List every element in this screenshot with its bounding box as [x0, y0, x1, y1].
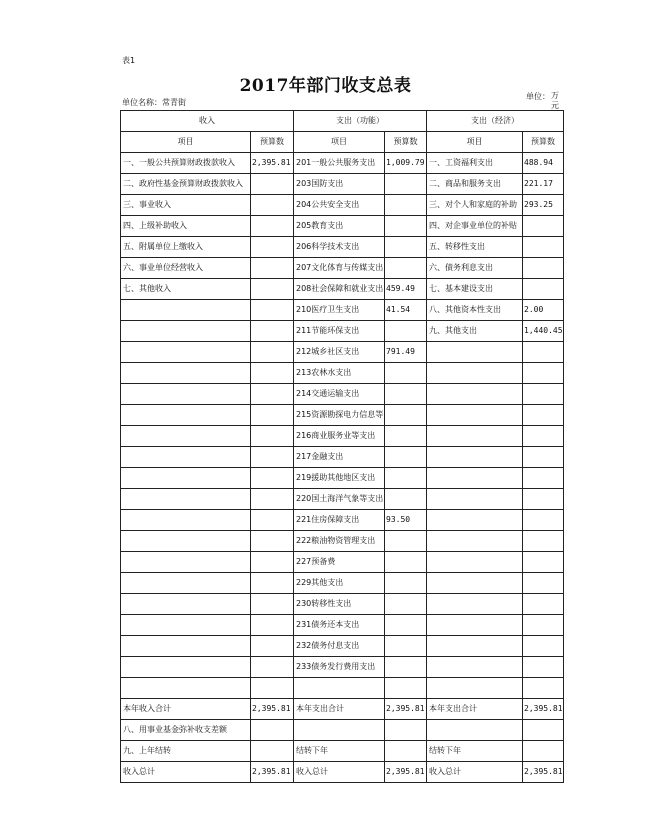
table-row — [121, 489, 564, 510]
table-body — [121, 153, 564, 783]
cell-func-budget — [385, 573, 427, 594]
cell-income-budget — [251, 678, 294, 699]
table-row — [121, 300, 564, 321]
cell-econ-item — [427, 342, 523, 363]
cell-econ-budget — [523, 258, 564, 279]
cell-income-item — [121, 468, 251, 489]
cell-income-budget — [251, 447, 294, 468]
table-row — [121, 615, 564, 636]
cell-econ-item: 一、工资福利支出 — [427, 153, 523, 174]
cell-econ-item — [427, 720, 523, 741]
table-row — [121, 762, 564, 783]
cell-econ-budget: 2,395.81 — [523, 699, 564, 720]
cell-func-item: 229其他支出 — [294, 573, 385, 594]
header-econ-budget: 预算数 — [523, 132, 564, 153]
cell-income-item — [121, 342, 251, 363]
cell-func-item: 222粮油物资管理支出 — [294, 531, 385, 552]
cell-func-item: 204公共安全支出 — [294, 195, 385, 216]
table-row — [121, 153, 564, 174]
cell-func-item: 201一般公共服务支出 — [294, 153, 385, 174]
cell-income-budget — [251, 741, 294, 762]
cell-econ-budget — [523, 279, 564, 300]
cell-func-item: 216商业服务业等支出 — [294, 426, 385, 447]
unit-name: 单位名称：常青街 — [122, 98, 186, 107]
table-row — [121, 720, 564, 741]
cell-func-budget: 791.49 — [385, 342, 427, 363]
cell-econ-item: 五、转移性支出 — [427, 237, 523, 258]
cell-func-item — [294, 678, 385, 699]
cell-func-budget: 459.49 — [385, 279, 427, 300]
table-row — [121, 552, 564, 573]
cell-econ-item — [427, 447, 523, 468]
cell-econ-item: 结转下年 — [427, 741, 523, 762]
cell-econ-item: 七、基本建设支出 — [427, 279, 523, 300]
cell-income-item: 一、一般公共预算财政拨款收入 — [121, 153, 251, 174]
cell-income-budget — [251, 720, 294, 741]
cell-func-item: 221住房保障支出 — [294, 510, 385, 531]
cell-func-budget — [385, 489, 427, 510]
cell-income-budget — [251, 636, 294, 657]
cell-func-item: 230转移性支出 — [294, 594, 385, 615]
header-func-expense-group: 支出（功能） — [294, 111, 427, 132]
table-row — [121, 594, 564, 615]
budget-summary-table — [120, 110, 564, 783]
cell-func-budget — [385, 426, 427, 447]
cell-econ-item — [427, 426, 523, 447]
cell-income-item — [121, 300, 251, 321]
cell-income-item — [121, 573, 251, 594]
cell-income-item: 五、附属单位上缴收入 — [121, 237, 251, 258]
cell-func-budget: 41.54 — [385, 300, 427, 321]
cell-func-item: 211节能环保支出 — [294, 321, 385, 342]
cell-econ-budget — [523, 531, 564, 552]
header-func-budget: 预算数 — [385, 132, 427, 153]
cell-func-budget — [385, 636, 427, 657]
cell-income-item — [121, 489, 251, 510]
cell-econ-item — [427, 531, 523, 552]
cell-econ-item: 九、其他支出 — [427, 321, 523, 342]
header-econ-item: 项目 — [427, 132, 523, 153]
cell-econ-budget — [523, 489, 564, 510]
table-row — [121, 384, 564, 405]
header-income-budget: 预算数 — [251, 132, 294, 153]
cell-func-item: 结转下年 — [294, 741, 385, 762]
cell-income-budget — [251, 237, 294, 258]
header-func-item: 项目 — [294, 132, 385, 153]
cell-func-item: 220国土海洋气象等支出 — [294, 489, 385, 510]
cell-func-item: 215资源勘探电力信息等 — [294, 405, 385, 426]
cell-income-budget — [251, 594, 294, 615]
table-row — [121, 678, 564, 699]
cell-func-budget — [385, 615, 427, 636]
cell-econ-budget — [523, 594, 564, 615]
cell-func-budget — [385, 594, 427, 615]
cell-func-budget — [385, 657, 427, 678]
cell-econ-item — [427, 468, 523, 489]
cell-income-item: 八、用事业基金弥补收支差额 — [121, 720, 251, 741]
cell-func-item: 210医疗卫生支出 — [294, 300, 385, 321]
cell-func-item: 208社会保障和就业支出 — [294, 279, 385, 300]
cell-func-budget — [385, 258, 427, 279]
cell-econ-item: 四、对企事业单位的补贴 — [427, 216, 523, 237]
cell-func-item: 233债务发行费用支出 — [294, 657, 385, 678]
cell-income-budget — [251, 615, 294, 636]
cell-income-item: 六、事业单位经营收入 — [121, 258, 251, 279]
cell-func-budget — [385, 216, 427, 237]
cell-econ-budget — [523, 216, 564, 237]
cell-econ-item — [427, 384, 523, 405]
header-income-item: 项目 — [121, 132, 251, 153]
table-row — [121, 699, 564, 720]
cell-func-budget — [385, 720, 427, 741]
unit-value: 万元 — [551, 91, 559, 109]
table-row — [121, 237, 564, 258]
cell-income-item: 收入总计 — [121, 762, 251, 783]
cell-econ-budget — [523, 657, 564, 678]
cell-income-budget — [251, 216, 294, 237]
cell-income-budget — [251, 258, 294, 279]
cell-income-budget — [251, 657, 294, 678]
cell-econ-budget: 293.25 — [523, 195, 564, 216]
cell-income-budget — [251, 300, 294, 321]
cell-func-item — [294, 720, 385, 741]
cell-income-budget — [251, 363, 294, 384]
cell-econ-budget: 488.94 — [523, 153, 564, 174]
cell-econ-budget — [523, 447, 564, 468]
cell-income-item — [121, 447, 251, 468]
cell-econ-item — [427, 636, 523, 657]
cell-econ-item — [427, 405, 523, 426]
cell-func-budget — [385, 405, 427, 426]
table-row — [121, 468, 564, 489]
page-title: 2017年部门收支总表 — [239, 76, 412, 96]
table-row — [121, 321, 564, 342]
cell-income-budget — [251, 510, 294, 531]
cell-income-item — [121, 405, 251, 426]
cell-econ-budget — [523, 615, 564, 636]
cell-income-budget — [251, 384, 294, 405]
cell-income-budget — [251, 426, 294, 447]
header-income-group: 收入 — [121, 111, 294, 132]
cell-func-budget — [385, 384, 427, 405]
cell-func-budget — [385, 468, 427, 489]
cell-income-item — [121, 384, 251, 405]
cell-func-budget — [385, 237, 427, 258]
table-row — [121, 216, 564, 237]
cell-income-item — [121, 531, 251, 552]
cell-econ-budget — [523, 237, 564, 258]
cell-income-item — [121, 594, 251, 615]
cell-econ-budget: 2.00 — [523, 300, 564, 321]
cell-econ-budget — [523, 468, 564, 489]
cell-func-budget — [385, 321, 427, 342]
cell-econ-budget — [523, 426, 564, 447]
cell-econ-budget — [523, 573, 564, 594]
cell-func-budget — [385, 678, 427, 699]
cell-income-item: 三、事业收入 — [121, 195, 251, 216]
cell-econ-item — [427, 363, 523, 384]
cell-income-budget — [251, 531, 294, 552]
table-row — [121, 510, 564, 531]
cell-func-item: 207文化体育与传媒支出 — [294, 258, 385, 279]
cell-econ-item — [427, 594, 523, 615]
cell-func-item: 213农林水支出 — [294, 363, 385, 384]
cell-econ-budget — [523, 405, 564, 426]
table-row — [121, 447, 564, 468]
cell-income-item: 四、上级补助收入 — [121, 216, 251, 237]
cell-income-budget — [251, 552, 294, 573]
table-row — [121, 342, 564, 363]
cell-func-budget — [385, 552, 427, 573]
cell-income-budget — [251, 573, 294, 594]
cell-func-item: 205教育支出 — [294, 216, 385, 237]
cell-func-budget: 1,009.79 — [385, 153, 427, 174]
cell-func-item: 217金融支出 — [294, 447, 385, 468]
cell-func-budget — [385, 741, 427, 762]
cell-econ-item: 六、债务利息支出 — [427, 258, 523, 279]
cell-func-item: 本年支出合计 — [294, 699, 385, 720]
cell-econ-item — [427, 573, 523, 594]
cell-econ-item — [427, 615, 523, 636]
cell-income-item: 二、政府性基金预算财政拨款收入 — [121, 174, 251, 195]
cell-func-budget: 2,395.81 — [385, 762, 427, 783]
cell-income-budget: 2,395.81 — [251, 762, 294, 783]
cell-func-budget — [385, 363, 427, 384]
table-row — [121, 657, 564, 678]
cell-income-item — [121, 510, 251, 531]
cell-func-item: 231债务还本支出 — [294, 615, 385, 636]
cell-income-item: 七、其他收入 — [121, 279, 251, 300]
cell-income-item — [121, 636, 251, 657]
table-row — [121, 426, 564, 447]
cell-func-item: 219援助其他地区支出 — [294, 468, 385, 489]
cell-func-item: 214交通运输支出 — [294, 384, 385, 405]
cell-income-budget — [251, 489, 294, 510]
cell-income-item — [121, 657, 251, 678]
cell-econ-item: 二、商品和服务支出 — [427, 174, 523, 195]
cell-func-item: 212城乡社区支出 — [294, 342, 385, 363]
cell-econ-budget — [523, 678, 564, 699]
cell-income-item — [121, 426, 251, 447]
cell-econ-budget: 2,395.81 — [523, 762, 564, 783]
cell-econ-item: 八、其他资本性支出 — [427, 300, 523, 321]
cell-income-budget — [251, 321, 294, 342]
cell-income-item — [121, 363, 251, 384]
table-row — [121, 174, 564, 195]
cell-econ-item — [427, 678, 523, 699]
cell-income-budget: 2,395.81 — [251, 699, 294, 720]
table-row — [121, 405, 564, 426]
cell-income-budget — [251, 195, 294, 216]
table-row — [121, 279, 564, 300]
cell-income-item: 九、上年结转 — [121, 741, 251, 762]
cell-econ-item: 本年支出合计 — [427, 699, 523, 720]
cell-econ-item: 收入总计 — [427, 762, 523, 783]
cell-income-item — [121, 678, 251, 699]
cell-econ-item — [427, 552, 523, 573]
cell-func-budget: 93.50 — [385, 510, 427, 531]
cell-income-budget: 2,395.81 — [251, 153, 294, 174]
cell-econ-budget — [523, 342, 564, 363]
cell-func-item: 收入总计 — [294, 762, 385, 783]
cell-econ-item — [427, 489, 523, 510]
unit-label: 单位： — [526, 92, 550, 101]
table-row — [121, 363, 564, 384]
cell-econ-budget: 1,440.45 — [523, 321, 564, 342]
cell-econ-budget: 221.17 — [523, 174, 564, 195]
cell-func-budget — [385, 447, 427, 468]
cell-econ-item — [427, 657, 523, 678]
cell-econ-budget — [523, 720, 564, 741]
cell-func-item: 227预备费 — [294, 552, 385, 573]
table-row — [121, 258, 564, 279]
table-number-label: 表1 — [122, 56, 136, 65]
header-econ-expense-group: 支出（经济） — [427, 111, 564, 132]
cell-func-budget: 2,395.81 — [385, 699, 427, 720]
cell-income-budget — [251, 405, 294, 426]
cell-econ-item — [427, 510, 523, 531]
cell-income-budget — [251, 279, 294, 300]
table-row — [121, 195, 564, 216]
cell-income-item: 本年收入合计 — [121, 699, 251, 720]
cell-func-budget — [385, 174, 427, 195]
cell-income-item — [121, 615, 251, 636]
cell-func-item: 203国防支出 — [294, 174, 385, 195]
cell-func-budget — [385, 531, 427, 552]
cell-econ-budget — [523, 510, 564, 531]
table-row — [121, 741, 564, 762]
cell-func-budget — [385, 195, 427, 216]
table-row — [121, 531, 564, 552]
cell-income-budget — [251, 468, 294, 489]
table-row — [121, 573, 564, 594]
cell-income-budget — [251, 342, 294, 363]
cell-func-item: 232债务付息支出 — [294, 636, 385, 657]
cell-econ-budget — [523, 552, 564, 573]
cell-econ-budget — [523, 384, 564, 405]
cell-econ-budget — [523, 636, 564, 657]
cell-econ-budget — [523, 363, 564, 384]
cell-econ-budget — [523, 741, 564, 762]
cell-func-item: 206科学技术支出 — [294, 237, 385, 258]
cell-income-item — [121, 321, 251, 342]
cell-income-budget — [251, 174, 294, 195]
cell-income-item — [121, 552, 251, 573]
table-row — [121, 636, 564, 657]
cell-econ-item: 三、对个人和家庭的补助 — [427, 195, 523, 216]
